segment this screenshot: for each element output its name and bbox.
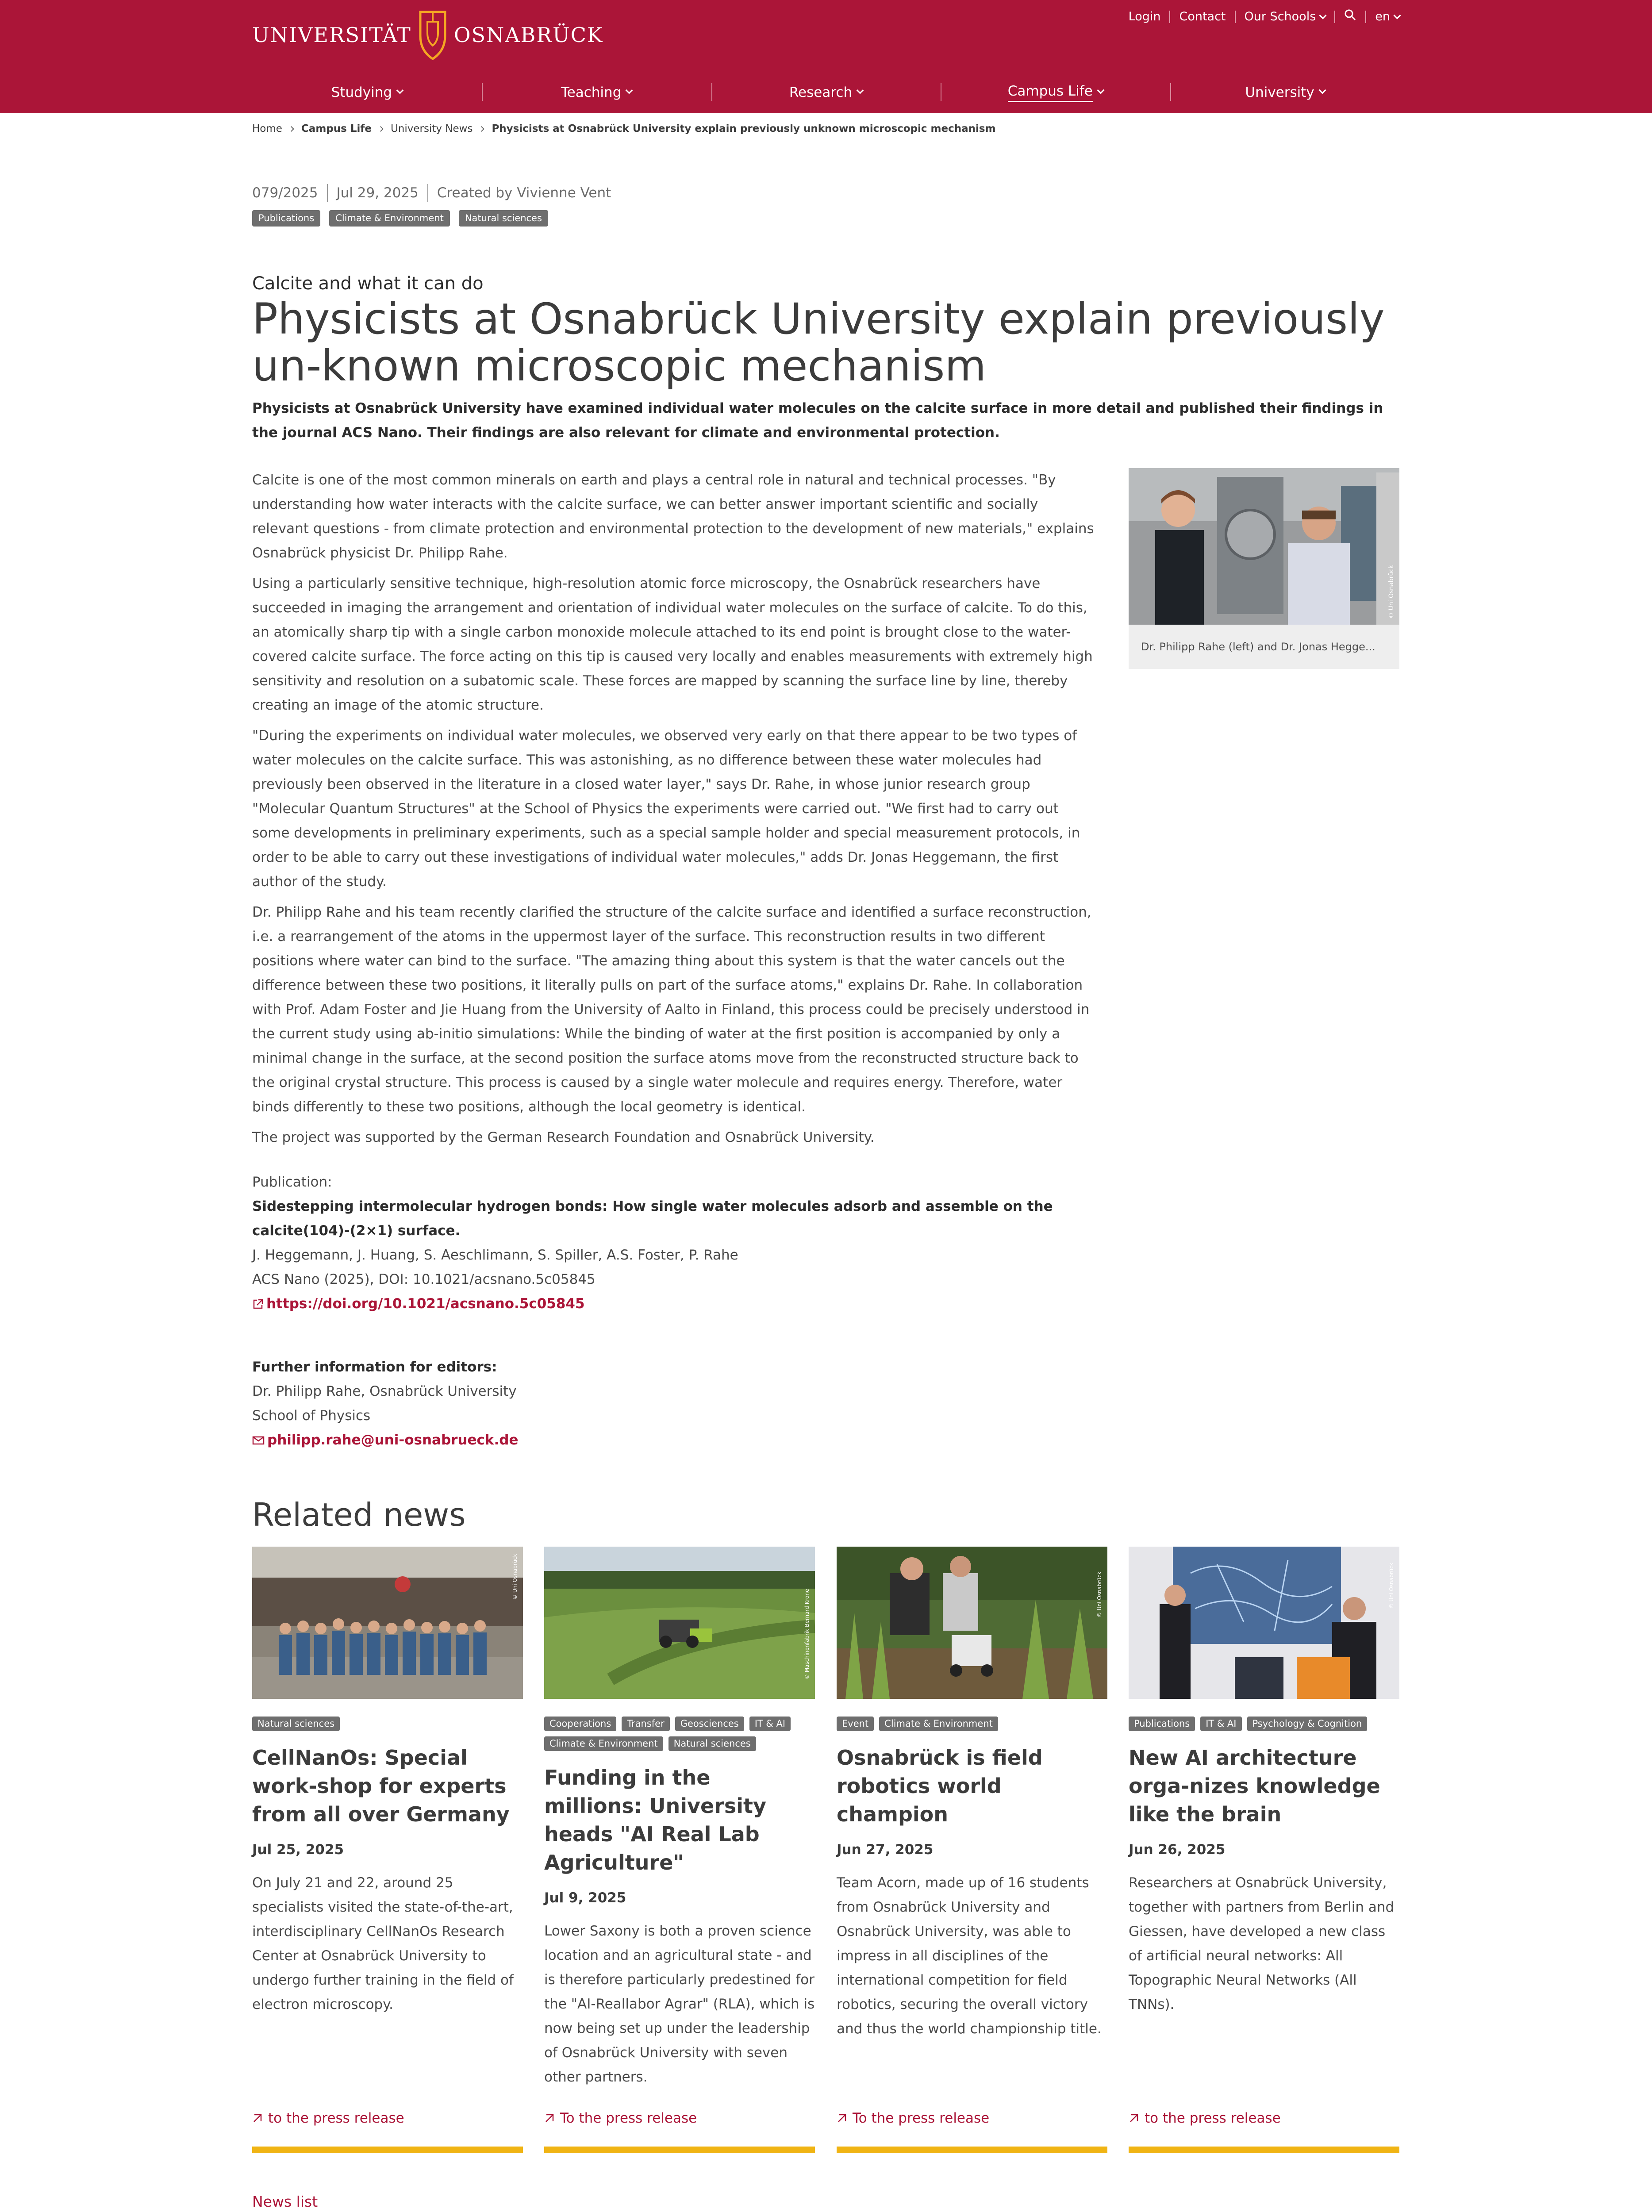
news-card[interactable] (544, 1547, 815, 2126)
news-card-image[interactable] (1129, 1547, 1399, 1699)
article-number: 079/2025 (252, 185, 318, 201)
news-card-date: Jun 27, 2025 (837, 1842, 934, 1858)
search-button[interactable] (1344, 9, 1356, 24)
nav-campus-life[interactable] (941, 79, 1170, 106)
main-navigation (252, 79, 1400, 106)
meta-separator (327, 184, 328, 202)
image-credit: © Uni Osnabrück (1096, 1571, 1103, 1617)
figure-caption: Dr. Philipp Rahe (left) and Dr. Jonas Hegge... (1129, 625, 1399, 669)
tag-it-ai[interactable]: IT & AI (1200, 1717, 1241, 1731)
editor-email: philipp.rahe@uni-osnabrueck.de (267, 1432, 519, 1448)
tag-psychology-cognition[interactable]: Psychology & Cognition (1247, 1717, 1368, 1731)
chevron-down-icon (626, 87, 633, 94)
chevron-right-icon (378, 126, 384, 132)
press-release-label: to the press release (1145, 2110, 1281, 2126)
news-card-date: Jul 25, 2025 (252, 1842, 344, 1858)
body-paragraph: Dr. Philipp Rahe and his team recently clarified the structure of the calcite surface and identified a surface reconstruction, i.e. a rearrangement of the atoms in the uppermost layer of the surface. This reconstruction results in two different positions where water can bind to the surface. "The amazing thing about this system is that the water cancels out the difference between these two positions, it literally pulls on part of the surface atoms," explains Dr. Rahe. In collaboration with Prof. Adam Foster and Jie Huang from the University of Aalto in Finland, this process could be precisely understood in the current study using ab-initio simulations: While the binding of water at the first position is accompanied by only a minimal change in the surface, at the second position the surface atoms move from the reconstructed structure back to the original crystal structure. This process is caused by a single water molecule and requires energy. Therefore, water binds differently to these two positions, although the local geometry is identical. (252, 904, 1091, 1115)
university-logo[interactable] (252, 6, 603, 64)
news-card-title[interactable]: Funding in the millions: University heads "AI Real Lab Agriculture" (544, 1766, 767, 1875)
logo-crest-icon (414, 8, 451, 61)
body-paragraph: The project was supported by the German Research Foundation and Osnabrück University. (252, 1129, 875, 1145)
chevron-down-icon (1394, 12, 1401, 19)
nav-research[interactable] (711, 79, 941, 106)
publication-journal: ACS Nano (2025), DOI: 10.1021/acsnano.5c05845 (252, 1271, 595, 1287)
field-photo (544, 1547, 815, 1699)
article-meta (252, 184, 611, 202)
news-card-title[interactable]: Osnabrück is field robotics world champion (837, 1746, 1043, 1827)
meta-separator (1334, 11, 1335, 23)
tag-climate-environment[interactable]: Climate & Environment (544, 1736, 663, 1751)
chevron-down-icon (1097, 87, 1104, 94)
card-accent-bar (544, 2147, 815, 2153)
breadcrumb-current: Physicists at Osnabrück University explain previously unknown microscopic mechanism (492, 123, 996, 134)
arrow-up-right-icon (544, 2113, 555, 2124)
breadcrumb (252, 123, 996, 134)
breadcrumb-campus-life[interactable]: Campus Life (301, 123, 372, 134)
chevron-down-icon (1319, 12, 1327, 19)
nav-teaching-label: Teaching (561, 84, 622, 100)
press-release-label: To the press release (853, 2110, 990, 2126)
our-schools-dropdown[interactable] (1245, 10, 1326, 23)
news-card-tags (837, 1717, 1107, 1731)
related-news-heading: Related news (252, 1496, 466, 1533)
tag-it-ai[interactable]: IT & AI (749, 1717, 791, 1731)
news-card-text: Team Acorn, made up of 16 students from Osnabrück University and Osnabrück University, was able to impress in all disciplines of the international competition for field robotics, securing the overall victory and thus the world championship title. (837, 1875, 1102, 2037)
publication-info (252, 1170, 1097, 1318)
chevron-right-icon (288, 126, 294, 132)
image-credit: © Uni Osnabrück (1388, 1563, 1395, 1609)
news-card-title[interactable]: New AI architecture orga-nizes knowledge like the brain (1129, 1746, 1380, 1827)
news-card-text: Lower Saxony is both a proven science location and an agricultural state - and is therefore particularly predestined for the "AI-Reallabor Agrar" (RLA), which is now being set up under the leadership of Osnabrück University with seven other partners. (544, 1923, 815, 2085)
external-link-icon (252, 1298, 264, 1310)
news-card-text: Researchers at Osnabrück University, together with partners from Berlin and Giessen, have developed a new class of artificial neural networks: All Topographic Neural Networks (All TNNs). (1129, 1875, 1395, 2013)
tag-publications[interactable]: Publications (1129, 1717, 1195, 1731)
robot-photo (837, 1547, 1107, 1699)
language-dropdown[interactable] (1375, 10, 1400, 23)
nav-research-label: Research (789, 84, 853, 100)
nav-studying-label: Studying (331, 84, 392, 100)
tag-event[interactable]: Event (837, 1717, 874, 1731)
image-credit: © Maschinenfabrik Bernard Krone (804, 1589, 810, 1679)
image-credit: © Uni Osnabrück (1388, 565, 1395, 618)
news-card-tags (1129, 1717, 1399, 1731)
news-card-date: Jul 9, 2025 (544, 1890, 626, 1906)
nav-campus-life-label: Campus Life (1008, 83, 1093, 102)
logo-text-left: UNIVERSITÄT (252, 23, 411, 47)
news-card-title[interactable]: CellNanOs: Special work-shop for experts from all over Germany (252, 1746, 510, 1827)
news-card-image[interactable] (837, 1547, 1107, 1699)
editor-school: School of Physics (252, 1408, 371, 1424)
chevron-down-icon (396, 87, 404, 94)
article-image[interactable] (1129, 468, 1399, 625)
contact-link[interactable]: Contact (1179, 10, 1226, 23)
tag-natural-sciences[interactable]: Natural sciences (252, 1717, 340, 1731)
publication-label: Publication: (252, 1174, 332, 1190)
meta-separator (1169, 11, 1170, 23)
article-tags (252, 210, 548, 227)
tag-geosciences[interactable]: Geosciences (675, 1717, 744, 1731)
tag-publications[interactable]: Publications (252, 210, 320, 227)
page-title: Physicists at Osnabrück University explain previously un-known microscopic mechanism (252, 294, 1385, 391)
press-release-link[interactable] (837, 2110, 989, 2126)
doi-link-label: https://doi.org/10.1021/acsnano.5c05845 (266, 1296, 585, 1312)
logo-text-right: OSNABRÜCK (453, 23, 603, 47)
editor-name: Dr. Philipp Rahe, Osnabrück University (252, 1383, 517, 1399)
tag-climate-environment[interactable]: Climate & Environment (329, 210, 450, 227)
meta-separator (427, 184, 428, 202)
news-card[interactable] (1129, 1547, 1399, 2126)
tag-natural-sciences[interactable]: Natural sciences (459, 210, 548, 227)
breadcrumb-home[interactable]: Home (252, 123, 282, 134)
ai-photo (1129, 1547, 1399, 1699)
site-header (0, 0, 1652, 113)
group-photo (252, 1547, 523, 1699)
envelope-icon (252, 1436, 265, 1445)
article-date: Jul 29, 2025 (336, 185, 419, 201)
arrow-up-right-icon (1129, 2113, 1139, 2124)
news-card[interactable] (252, 1547, 523, 2126)
chevron-down-icon (1318, 87, 1326, 94)
tag-climate-environment[interactable]: Climate & Environment (879, 1717, 998, 1731)
tag-transfer[interactable]: Transfer (622, 1717, 669, 1731)
our-schools-label: Our Schools (1244, 10, 1316, 23)
news-list-link[interactable]: News list (252, 2193, 318, 2210)
press-release-link[interactable] (544, 2110, 697, 2126)
editor-heading: Further information for editors: (252, 1359, 497, 1375)
meta-separator (1235, 11, 1236, 23)
news-card-tags (544, 1717, 815, 1751)
press-release-link[interactable] (1129, 2110, 1281, 2126)
login-link[interactable]: Login (1128, 10, 1161, 23)
press-release-label: To the press release (560, 2110, 697, 2126)
arrow-up-right-icon (252, 2113, 263, 2124)
article-figure[interactable] (1129, 468, 1399, 669)
news-card-image[interactable] (544, 1547, 815, 1699)
nav-university-label: University (1245, 84, 1314, 100)
tag-natural-sciences[interactable]: Natural sciences (668, 1736, 756, 1751)
nav-teaching[interactable] (482, 79, 711, 106)
card-accent-bar (1129, 2147, 1399, 2153)
meta-navigation (1129, 9, 1400, 24)
publication-title: Sidestepping intermolecular hydrogen bonds: How single water molecules adsorb and assemble on the calcite(104)-(2×1) surface. (252, 1198, 1053, 1239)
article-lead: Physicists at Osnabrück University have examined individual water molecules on the calcite surface in more detail and published their findings in the journal ACS Nano. Their findings are also relevant for climate and environmental protection. (252, 400, 1383, 441)
news-card-date: Jun 26, 2025 (1129, 1842, 1226, 1858)
doi-link[interactable] (252, 1292, 585, 1316)
press-release-label: to the press release (268, 2110, 404, 2126)
nav-studying[interactable] (252, 79, 482, 106)
card-accent-bar (837, 2147, 1107, 2153)
news-card-text: On July 21 and 22, around 25 specialists visited the state-of-the-art, interdisciplinary CellNanOs Research Center at Osnabrück University to undergo further training in the field of electron microscopy. (252, 1875, 514, 2013)
tag-cooperations[interactable]: Cooperations (544, 1717, 616, 1731)
article-author: Created by Vivienne Vent (437, 185, 611, 201)
lab-photo (1129, 468, 1399, 625)
news-card-image[interactable] (252, 1547, 523, 1699)
search-icon (1344, 9, 1356, 21)
news-card[interactable] (837, 1547, 1107, 2126)
image-credit: © Uni Osnabrück (512, 1554, 518, 1600)
editor-info (252, 1355, 1097, 1453)
article-kicker: Calcite and what it can do (252, 273, 484, 294)
news-card-tags (252, 1717, 523, 1731)
chevron-down-icon (857, 87, 864, 94)
article-body (252, 468, 1097, 1156)
meta-separator (1365, 11, 1366, 23)
chevron-right-icon (479, 126, 485, 132)
nav-university[interactable] (1170, 79, 1400, 106)
publication-authors: J. Heggemann, J. Huang, S. Aeschlimann, S. Spiller, A.S. Foster, P. Rahe (252, 1247, 738, 1263)
breadcrumb-university-news[interactable]: University News (390, 123, 473, 134)
press-release-link[interactable] (252, 2110, 404, 2126)
body-paragraph: Using a particularly sensitive technique, high-resolution atomic force microscopy, the Osnabrück researchers have succeeded in imaging the arrangement and orientation of individual water molecules on the surface of calcite. To do this, an atomically sharp tip with a single carbon monoxide molecule attached to its end point is brought close to the water-covered calcite surface. The force acting on this tip is caused very locally and enables measurements with extremely high sensitivity and resolution on a subatomic scale. These forces are mapped by scanning the surface line by line, thereby creating an image of the atomic structure. (252, 576, 1093, 713)
language-label: en (1375, 10, 1390, 23)
card-accent-bar (252, 2147, 523, 2153)
arrow-up-right-icon (837, 2113, 847, 2124)
editor-email-link[interactable] (252, 1428, 519, 1452)
body-paragraph: Calcite is one of the most common minerals on earth and plays a central role in natural and technical processes. "By understanding how water interacts with the calcite surface, we can better answer important scientific and socially relevant questions - from climate protection and environmental protection to the development of new materials," explains Osnabrück physicist Dr. Philipp Rahe. (252, 472, 1094, 561)
body-paragraph: "During the experiments on individual water molecules, we observed very early on that there appear to be two types of water molecules on the calcite surface. This was astonishing, as no difference between these water molecules had previously been observed in the literature in a closed water layer," says Dr. Rahe, in whose junior research group "Molecular Quantum Structures" at the School of Physics the experiments were carried out. "We first had to carry out some developments in preliminary experiments, such as a special sample holder and special measurement protocols, in order to be able to carry out these investigations of individual water molecules," adds Dr. Jonas Heggemann, the first author of the study. (252, 728, 1080, 890)
